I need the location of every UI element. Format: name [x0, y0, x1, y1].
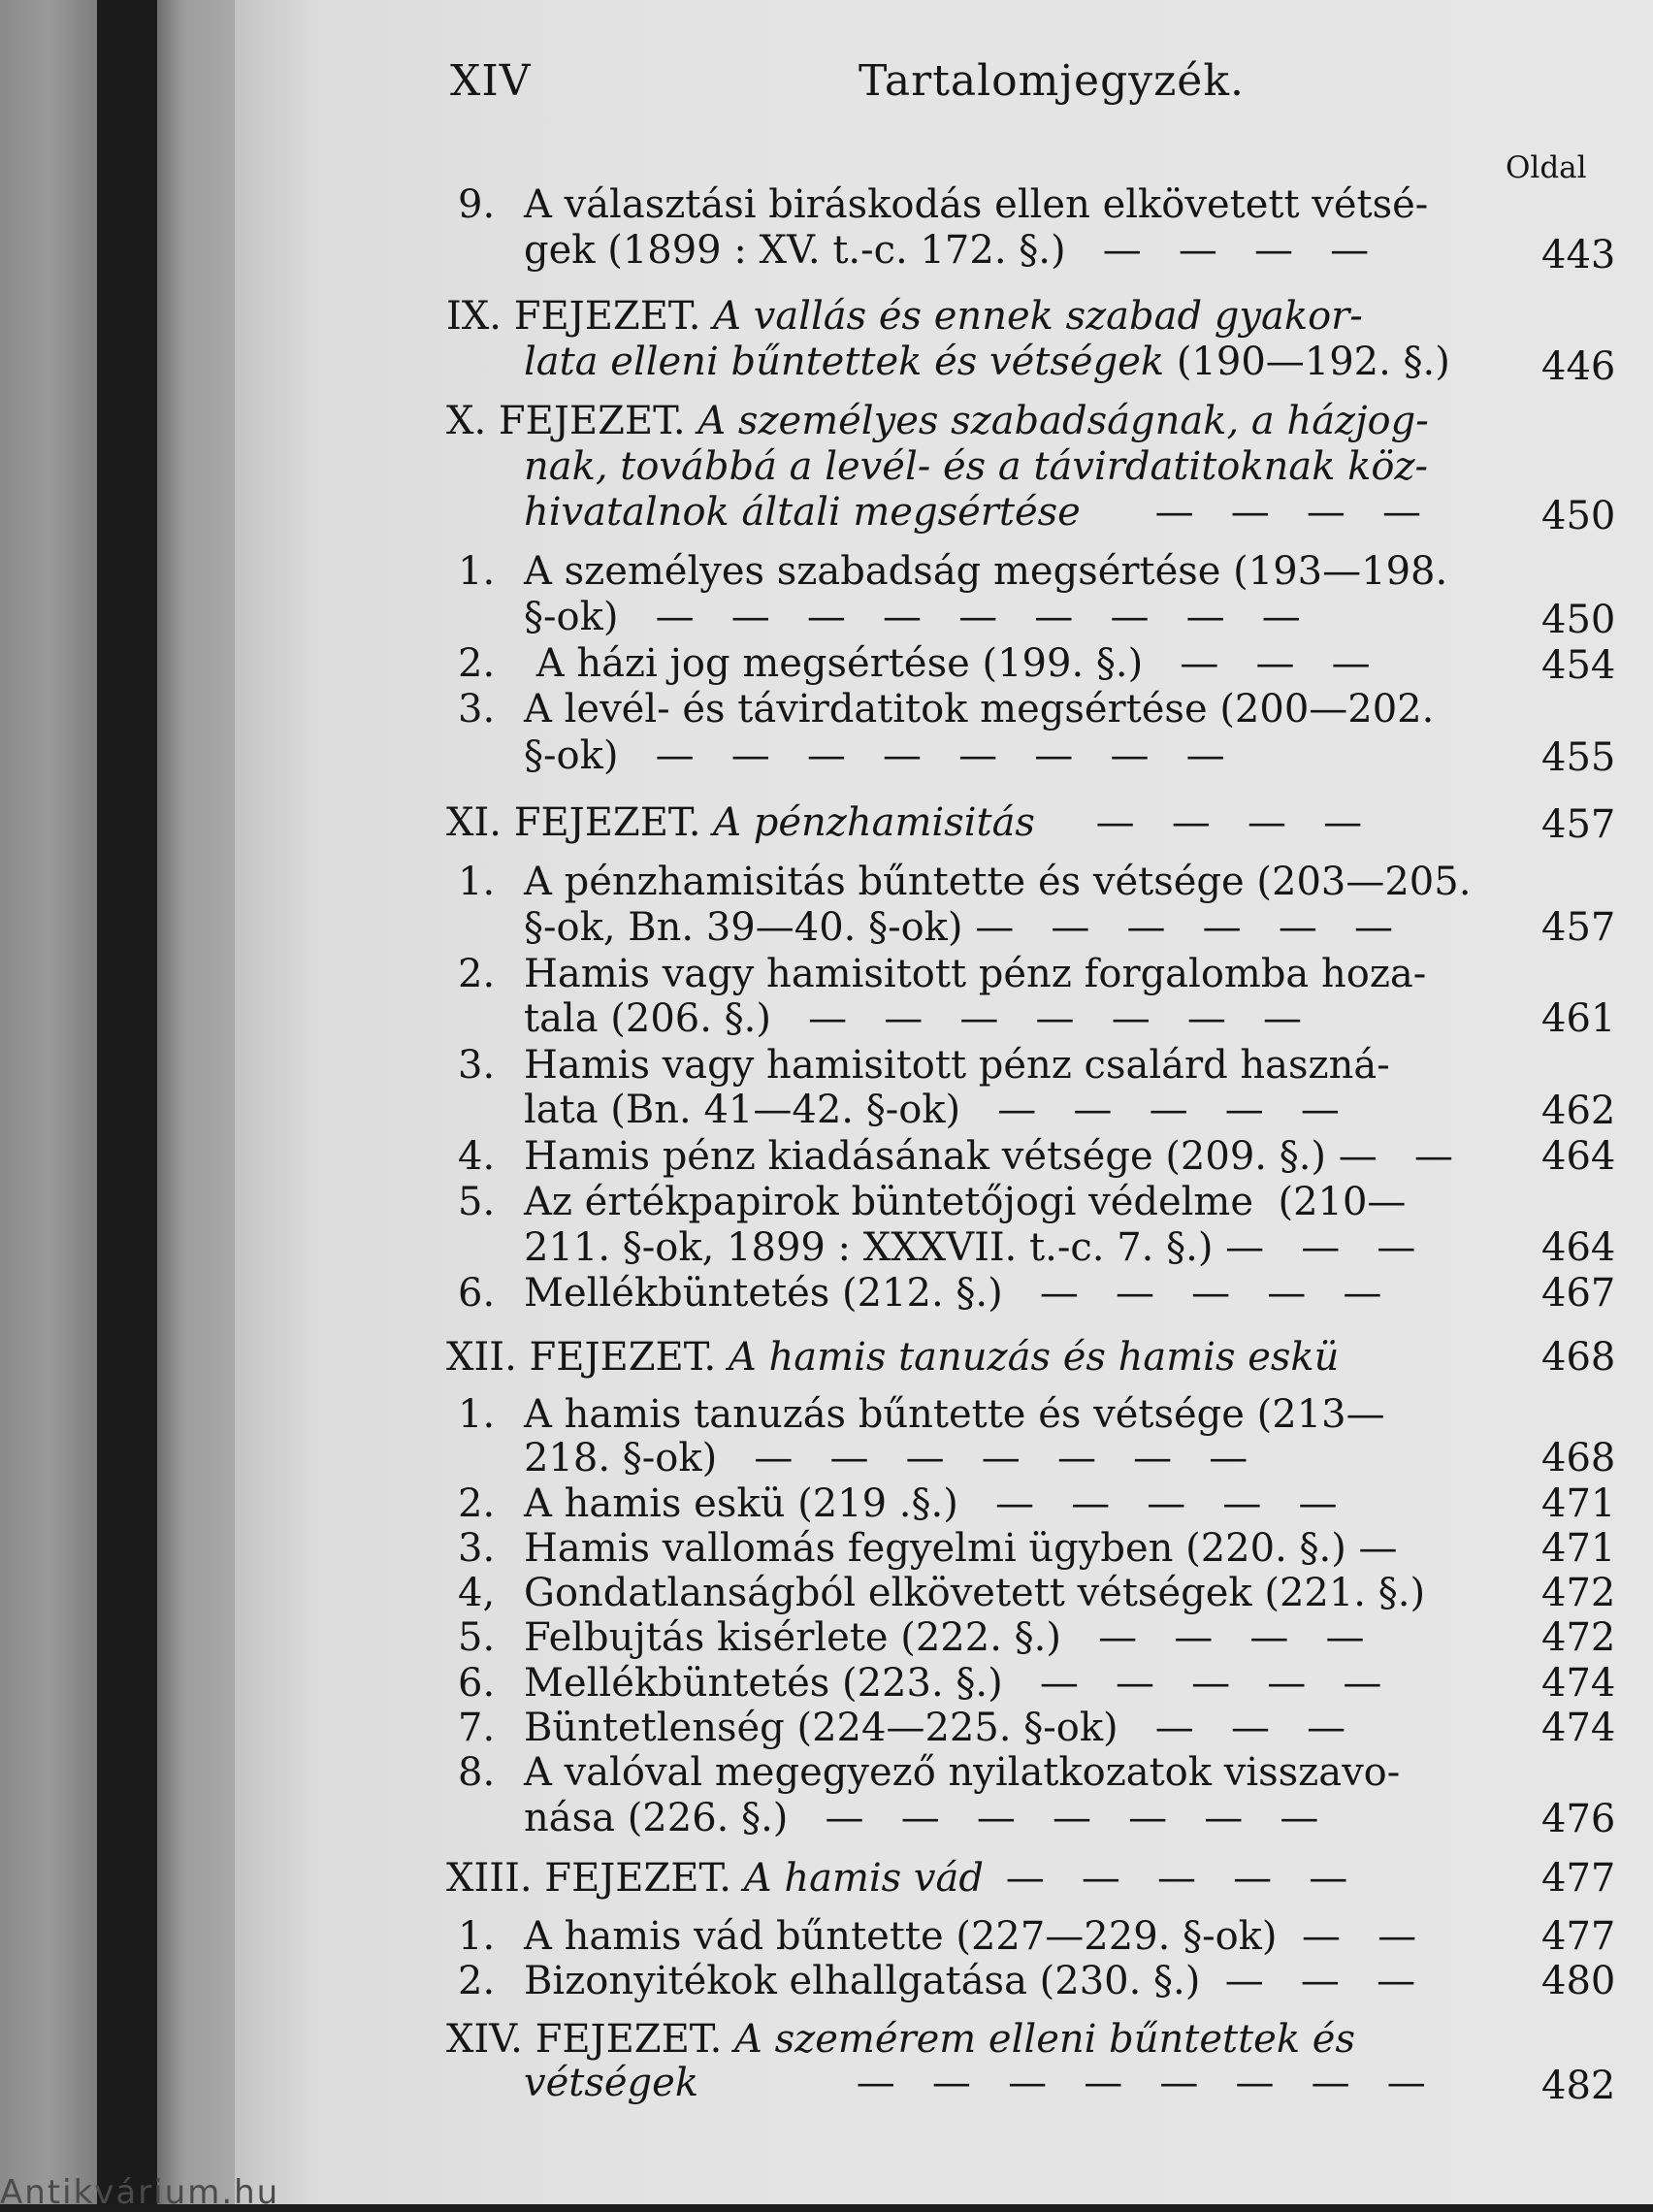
- toc-entry: [458, 1133, 495, 1180]
- entry-page: 464: [1541, 1225, 1616, 1270]
- toc-entry: [458, 686, 495, 732]
- dot-leader: — — — —: [1095, 800, 1363, 845]
- entry-number: 2.: [458, 1959, 496, 2003]
- chapter-title: A pénzhamisitás: [713, 800, 1035, 845]
- entry-number: 5.: [458, 1180, 496, 1224]
- entry-page: 450: [1541, 494, 1616, 538]
- entry-text: Mellékbüntetés (223. §.) — — — — —: [524, 1661, 1382, 1706]
- toc-entry-text: [524, 181, 1428, 228]
- entry-text-cont: §-ok) — — — — — — — — —: [524, 595, 1301, 639]
- entry-page: 461: [1541, 996, 1616, 1041]
- toc-entry: [458, 1179, 495, 1225]
- entry-text: Büntetlenség (224—225. §-ok) — — —: [524, 1706, 1346, 1750]
- toc-entry-cont: [524, 995, 1302, 1042]
- toc-entry: [458, 951, 495, 997]
- entry-text-cont: §-ok, Bn. 39—40. §-ok) — — — — — —: [524, 905, 1393, 950]
- toc-entry-text: [524, 1042, 1390, 1089]
- toc-entry-text: [524, 1391, 1385, 1438]
- chapter-number: XIV. FEJEZET.: [446, 2017, 723, 2062]
- chapter-heading: [446, 293, 1363, 340]
- entry-text: Gondatlanságból elkövetett vétségek (221. §.): [524, 1571, 1426, 1615]
- toc-entry: [458, 1480, 495, 1527]
- toc-entry: [458, 1570, 495, 1616]
- toc-entry-text: [524, 1270, 1381, 1317]
- column-label-page: Oldal: [1506, 150, 1587, 185]
- toc-entry-cont: [524, 732, 1225, 779]
- entry-number: 1.: [458, 1392, 496, 1437]
- entry-text: A személyes szabadság megsértése (193—198.: [524, 549, 1448, 594]
- toc-entry: [458, 1958, 495, 2004]
- entry-page: 443: [1541, 233, 1616, 277]
- entry-number: 1.: [458, 860, 496, 904]
- entry-text: Az értékpapirok büntetőjogi védelme (210—: [524, 1180, 1407, 1224]
- entry-page: 477: [1541, 1914, 1616, 1959]
- entry-text: Hamis vagy hamisitott pénz csalárd haszná-: [524, 1043, 1390, 1088]
- entry-text: A levél- és távirdatitok megsértése (200—202.: [524, 687, 1435, 732]
- entry-number: 4,: [458, 1571, 496, 1615]
- toc-entry: [458, 1614, 495, 1661]
- chapter-title: A hamis vád: [743, 1856, 984, 1901]
- page-title: Tartalomjegyzék.: [859, 56, 1245, 106]
- chapter-heading: [446, 1334, 1339, 1381]
- entry-number: 9.: [458, 182, 496, 227]
- chapter-heading: [446, 2016, 1355, 2063]
- toc-entry: [458, 1749, 495, 1796]
- toc-entry: [458, 1913, 495, 1960]
- toc-entry-cont: [524, 1224, 1415, 1271]
- chapter-heading-cont: [524, 339, 1450, 385]
- entry-number: 2.: [458, 952, 496, 996]
- entry-text-cont: tala (206. §.) — — — — — — —: [524, 996, 1302, 1041]
- chapter-title-cont: hivatalnok általi megsértése: [524, 490, 1081, 535]
- entry-text: A valóval megegyező nyilatkozatok visszavo-: [524, 1750, 1401, 1795]
- toc-entry: [458, 1705, 495, 1751]
- entry-number: 2.: [458, 1481, 496, 1526]
- entry-page: 471: [1541, 1526, 1616, 1571]
- entry-text-cont: nása (226. §.) — — — — — — —: [524, 1796, 1319, 1840]
- toc-entry-text: [524, 1525, 1398, 1572]
- chapter-title-cont: lata elleni bűntettek és vétségek: [524, 340, 1165, 384]
- entry-page: 467: [1541, 1271, 1616, 1316]
- dot-leader: — — — — —: [1005, 1856, 1348, 1901]
- entry-text-cont: 218. §-ok) — — — — — — —: [524, 1436, 1248, 1480]
- entry-text: Hamis pénz kiadásának vétsége (209. §.) — —: [524, 1134, 1453, 1179]
- entry-number: 3.: [458, 1526, 496, 1571]
- dot-leader: — — — —: [1154, 490, 1422, 535]
- chapter-title: A személyes szabadságnak, a házjog-: [697, 399, 1429, 443]
- chapter-heading-cont: [524, 2060, 1426, 2106]
- entry-text: Felbujtás kisérlete (222. §.) — — — —: [524, 1615, 1365, 1660]
- chapter-heading-cont: [524, 489, 1421, 536]
- chapter-number: X. FEJEZET.: [446, 399, 686, 443]
- chapter-heading: [446, 799, 1362, 846]
- toc-entry-cont: [524, 1087, 1340, 1133]
- entry-text-cont: 211. §-ok, 1899 : XXXVII. t.-c. 7. §.) — — —: [524, 1225, 1416, 1270]
- toc-entry-text: [524, 1705, 1345, 1751]
- chapter-number: XI. FEJEZET.: [446, 800, 701, 845]
- entry-page: 450: [1541, 598, 1616, 642]
- entry-text: Hamis vallomás fegyelmi ügyben (220. §.) —: [524, 1526, 1398, 1571]
- chapter-title: A vallás és ennek szabad gyakor-: [713, 294, 1363, 339]
- entry-page: 462: [1541, 1089, 1616, 1133]
- toc-entry-text: [524, 1660, 1381, 1707]
- chapter-number: IX. FEJEZET.: [446, 294, 701, 339]
- toc-entry-text: [524, 1614, 1365, 1661]
- toc-entry-cont: [524, 227, 1369, 274]
- entry-text: A hamis eskü (219 .§.) — — — — —: [524, 1481, 1338, 1526]
- entry-page: 474: [1541, 1661, 1616, 1706]
- chapter-title-cont: vétségek: [524, 2061, 699, 2105]
- toc-entry-text: [524, 1179, 1406, 1225]
- entry-text-cont: gek (1899 : XV. t.-c. 172. §.) — — — —: [524, 228, 1370, 273]
- toc-entry-text: [524, 1480, 1338, 1527]
- entry-number: 5.: [458, 1615, 496, 1660]
- toc-entry-text: [524, 859, 1471, 905]
- entry-number: 1.: [458, 549, 496, 594]
- entry-page: 482: [1541, 2064, 1616, 2108]
- toc-entry: [458, 1525, 495, 1572]
- page-edge-shadow: [157, 0, 235, 2204]
- entry-text-cont: lata (Bn. 41—42. §-ok) — — — — —: [524, 1088, 1340, 1132]
- entry-page: 480: [1541, 1959, 1616, 2003]
- entry-number: 3.: [458, 1043, 496, 1088]
- chapter-number: XIII. FEJEZET.: [446, 1856, 732, 1901]
- entry-page: 477: [1541, 1856, 1616, 1901]
- toc-entry-text: [524, 951, 1426, 997]
- chapter-heading: [446, 1855, 1347, 1902]
- book-page: [235, 0, 1653, 2204]
- toc-entry: [458, 181, 495, 228]
- entry-number: 3.: [458, 687, 496, 732]
- entry-number: 6.: [458, 1271, 496, 1316]
- toc-entry-text: [524, 548, 1447, 595]
- toc-entry-cont: [524, 594, 1301, 640]
- left-margin-strip: [0, 0, 97, 2204]
- entry-page: 468: [1541, 1436, 1616, 1480]
- entry-text: A házi jog megsértése (199. §.) — — —: [524, 641, 1371, 686]
- entry-page: 457: [1541, 802, 1616, 847]
- entry-page: 457: [1541, 905, 1616, 950]
- entry-number: 4.: [458, 1134, 496, 1179]
- toc-entry: [458, 1660, 495, 1707]
- chapter-title-cont: nak, továbbá a levél- és a távirdatitoknak köz-: [524, 444, 1429, 489]
- toc-entry: [458, 1270, 495, 1317]
- toc-entry-text: [524, 1133, 1453, 1180]
- entry-page: 454: [1541, 643, 1616, 688]
- chapter-heading: [446, 398, 1429, 444]
- entry-number: 6.: [458, 1661, 496, 1706]
- toc-entry-text: [524, 1958, 1415, 2004]
- chapter-title: A hamis tanuzás és hamis eskü: [728, 1335, 1340, 1380]
- chapter-heading-cont: [524, 443, 1428, 490]
- toc-entry-cont: [524, 904, 1393, 951]
- entry-text: A hamis vád bűntette (227—229. §-ok) — —: [524, 1914, 1417, 1959]
- entry-page: 472: [1541, 1571, 1616, 1615]
- chapter-ref: (190—192. §.): [1176, 340, 1450, 384]
- entry-page: 474: [1541, 1706, 1616, 1750]
- toc-entry-cont: [524, 1435, 1248, 1481]
- entry-number: 8.: [458, 1750, 496, 1795]
- entry-page: 468: [1541, 1335, 1616, 1380]
- entry-number: 7.: [458, 1706, 496, 1750]
- entry-page: 471: [1541, 1481, 1616, 1526]
- toc-entry: [458, 1391, 495, 1438]
- book-spine: [97, 0, 157, 2204]
- entry-text: A választási biráskodás ellen elkövetett vétsé-: [524, 182, 1429, 227]
- entry-page: 476: [1541, 1797, 1616, 1841]
- toc-entry-text: [524, 1570, 1425, 1616]
- entry-page: 472: [1541, 1615, 1616, 1660]
- toc-entry: [458, 548, 495, 595]
- chapter-title: A szemérem elleni bűntettek és: [734, 2017, 1355, 2062]
- entry-text: Hamis vagy hamisitott pénz forgalomba hoza-: [524, 952, 1427, 996]
- toc-entry: [458, 640, 495, 687]
- dot-leader: — — — — — — — —: [856, 2061, 1426, 2105]
- entry-text: A hamis tanuzás bűntette és vétsége (213—: [524, 1392, 1385, 1437]
- toc-entry-cont: [524, 1795, 1318, 1841]
- entry-text: A pénzhamisitás bűntette és vétsége (203—205.: [524, 860, 1472, 904]
- toc-entry-text: [524, 1913, 1416, 1960]
- toc-entry: [458, 1042, 495, 1089]
- toc-entry-text: [524, 640, 1371, 687]
- entry-number: 1.: [458, 1914, 496, 1959]
- toc-entry-text: [524, 686, 1434, 732]
- toc-entry-text: [524, 1749, 1400, 1796]
- entry-page: 464: [1541, 1134, 1616, 1179]
- entry-text-cont: §-ok) — — — — — — — —: [524, 733, 1225, 778]
- page-number: XIV: [450, 56, 532, 106]
- entry-number: 2.: [458, 641, 496, 686]
- entry-text: Mellékbüntetés (212. §.) — — — — —: [524, 1271, 1382, 1316]
- watermark: Antikvárium.hu: [0, 2173, 280, 2212]
- chapter-number: XII. FEJEZET.: [446, 1335, 717, 1380]
- entry-page: 446: [1541, 344, 1616, 389]
- entry-text: Bizonyitékok elhallgatása (230. §.) — — —: [524, 1959, 1416, 2003]
- entry-page: 455: [1541, 735, 1616, 780]
- toc-entry: [458, 859, 495, 905]
